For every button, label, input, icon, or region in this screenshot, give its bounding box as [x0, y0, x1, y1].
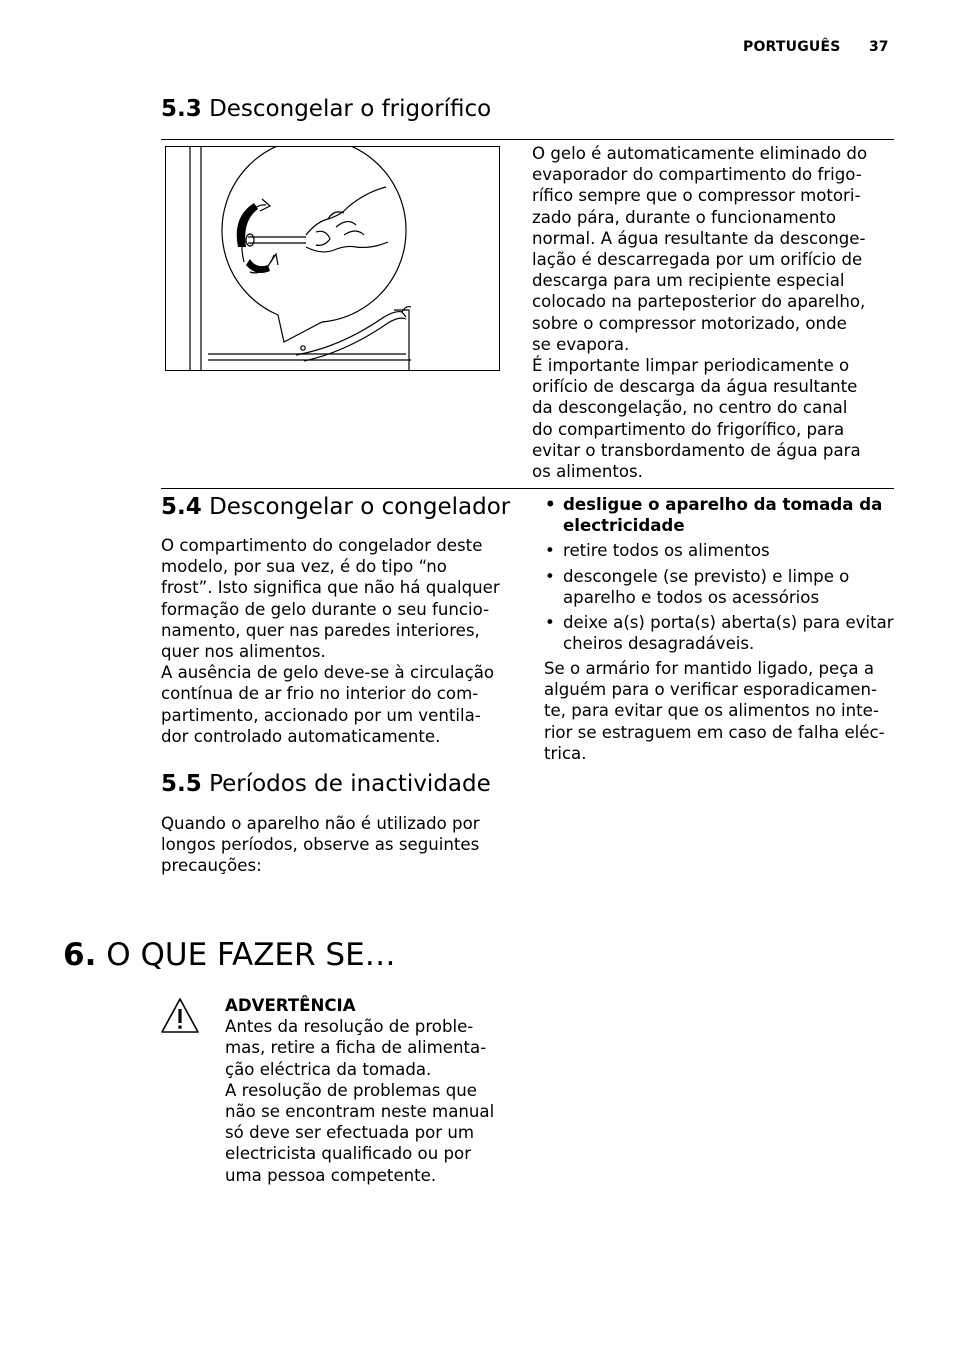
text-line: não se encontram neste manual: [225, 1102, 495, 1122]
section-5-3-body: [532, 143, 897, 482]
text-line: Se o armário for mantido ligado, peça a: [544, 659, 874, 678]
text-line: dor controlado automaticamente.: [161, 726, 441, 746]
warning-icon: [160, 997, 200, 1035]
text-line: rior se estraguem em caso de falha eléc-: [544, 722, 885, 742]
list-item: • retire todos os alimentos: [544, 540, 894, 561]
text-line: O gelo é automaticamente eliminado do: [532, 144, 868, 163]
section-title: Descongelar o congelador: [209, 494, 511, 520]
text-line: colocado na parteposterior do aparelho,: [532, 292, 866, 312]
text-line: electricista qualificado ou por: [225, 1144, 472, 1164]
text-line: Quando o aparelho não é utilizado por: [161, 814, 480, 833]
text-line: os alimentos.: [532, 462, 643, 482]
section-divider: [161, 139, 894, 140]
text-line: se evapora.: [532, 334, 630, 354]
text-line: da descongelação, no centro do canal: [532, 398, 848, 418]
drain-cleaning-drawing: [166, 147, 499, 370]
text-line: zado pára, durante o funcionamento: [532, 207, 837, 227]
text-line: modelo, por sua vez, é do tipo “no: [161, 557, 447, 577]
section-title: Descongelar o frigorífico: [209, 96, 492, 122]
section-number: 5.4: [161, 494, 202, 520]
section-5-5-body: [161, 813, 511, 877]
chapter-6-heading: [63, 937, 396, 973]
section-5-3-heading: [161, 96, 491, 122]
text-line: longos períodos, observe as seguintes: [161, 835, 480, 855]
text-line: normal. A água resultante da desconge-: [532, 228, 866, 248]
text-line: só deve ser efectuada por um: [225, 1123, 475, 1143]
section-5-4-heading: [161, 494, 510, 520]
list-item: • desligue o aparelho da tomada da electricidade: [544, 494, 894, 536]
text-line: rífico sempre que o compressor motori-: [532, 186, 861, 206]
text-line: quer nos alimentos.: [161, 642, 326, 662]
text-line: formação de gelo durante o seu funcio-: [161, 599, 490, 619]
text-line: A resolução de problemas que: [225, 1080, 477, 1100]
text-line: namento, quer nas paredes interiores,: [161, 620, 480, 640]
section-5-4-body: [161, 535, 511, 747]
text-line: uma pessoa competente.: [225, 1165, 437, 1185]
chapter-title: O QUE FAZER SE…: [106, 937, 396, 973]
section-number: 5.3: [161, 96, 202, 122]
chapter-number: 6.: [63, 937, 97, 973]
text-line: evaporador do compartimento do frigo-: [532, 165, 862, 185]
section-5-5-after-text: [544, 658, 896, 764]
text-line: A ausência de gelo deve-se à circulação: [161, 663, 495, 683]
section-number: 5.5: [161, 771, 202, 797]
text-line: Antes da resolução de proble-: [225, 1017, 474, 1037]
text-line: mas, retire a ficha de alimenta-: [225, 1038, 487, 1058]
text-line: ção eléctrica da tomada.: [225, 1059, 432, 1079]
text-line: trica.: [544, 743, 587, 763]
text-line: alguém para o verificar esporadicamen-: [544, 680, 878, 700]
warning-title: ADVERTÊNCIA: [225, 996, 356, 1015]
text-line: É importante limpar periodicamente o: [532, 356, 850, 376]
inactivity-steps-list: [544, 494, 894, 658]
text-line: do compartimento do frigorífico, para: [532, 419, 845, 439]
text-line: te, para evitar que os alimentos no inte-: [544, 701, 879, 721]
defrost-drain-illustration: [165, 146, 500, 371]
text-line: sobre o compressor motorizado, onde: [532, 313, 847, 333]
text-line: precauções:: [161, 856, 262, 876]
section-divider: [161, 488, 894, 489]
text-line: descarga para um recipiente especial: [532, 271, 845, 291]
list-item: • deixe a(s) porta(s) aberta(s) para evitar cheiros desagradáveis.: [544, 612, 894, 654]
text-line: partimento, accionado por um ventila-: [161, 705, 481, 725]
text-line: lação é descarregada por um orifício de: [532, 250, 863, 270]
header-language: PORTUGUÊS: [743, 39, 841, 55]
section-title: Períodos de inactividade: [209, 771, 491, 797]
warning-block: [225, 995, 515, 1186]
text-line: contínua de ar frio no interior do com-: [161, 684, 479, 704]
text-line: orifício de descarga da água resultante: [532, 377, 858, 397]
page-number: 37: [869, 39, 889, 55]
text-line: evitar o transbordamento de água para: [532, 440, 861, 460]
section-5-5-heading: [161, 771, 491, 797]
text-line: O compartimento do congelador deste: [161, 536, 483, 555]
list-item: • descongele (se previsto) e limpe o aparelho e todos os acessórios: [544, 566, 894, 608]
text-line: frost”. Isto significa que não há qualquer: [161, 578, 500, 598]
